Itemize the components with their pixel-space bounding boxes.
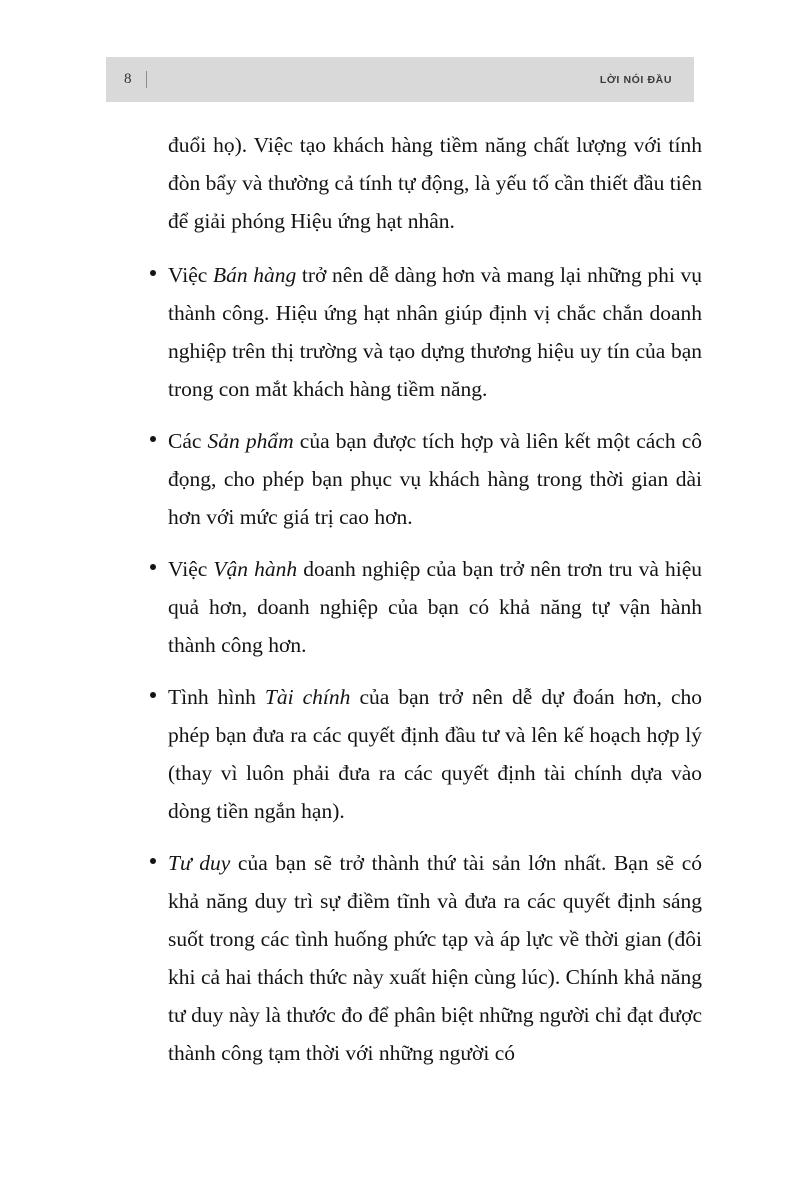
list-item-lead: Các <box>168 429 208 453</box>
list-item-rest: của bạn được tích hợp và liên kết một cách cô đọng, cho phép bạn phục vụ khách hàng trong thời gian dài hơn với mức giá trị cao hơn. <box>168 429 703 529</box>
list-item-text <box>168 550 702 664</box>
list-item-rest: doanh nghiệp của bạn trở nên trơn tru và hiệu quả hơn, doanh nghiệp của bạn có khả năng tự vận hành thành công hơn. <box>168 557 702 657</box>
list-item-lead: Việc <box>168 557 214 581</box>
intro-paragraph: đuổi họ). Việc tạo khách hàng tiềm năng chất lượng với tính đòn bẩy và thường cả tính tự động, là yếu tố cần thiết đầu tiên để giải phóng Hiệu ứng hạt nhân. <box>168 133 702 233</box>
list-item-text <box>168 844 702 1072</box>
list-item-text <box>168 256 702 408</box>
list-item-rest: của bạn trở nên dễ dự đoán hơn, cho phép bạn đưa ra các quyết định đầu tư và lên kế hoạch hợp lý (thay vì luôn phải đưa ra các quyết định tài chính dựa vào dòng tiền ngắn hạn). <box>168 685 702 823</box>
list-item-emphasis: Bán hàng <box>212 263 297 287</box>
list-item-emphasis: Vận hành <box>213 557 298 581</box>
running-title: LỜI NÓI ĐẦU <box>599 73 672 86</box>
page-content <box>106 126 702 1086</box>
page-header <box>106 57 694 102</box>
bullet-dot-icon <box>150 858 156 864</box>
list-item-emphasis: Sản phẩm <box>207 429 294 453</box>
list-item-lead: Việc <box>168 263 213 287</box>
page-number: 8 <box>124 71 132 87</box>
list-item-rest: trở nên dễ dàng hơn và mang lại những phi vụ thành công. Hiệu ứng hạt nhân giúp định vị chắc chắn doanh nghiệp trên thị trường và tạo dựng thương hiệu uy tín của bạn trong con mắt khách hàng tiềm năng. <box>168 263 702 401</box>
bullet-dot-icon <box>150 564 156 570</box>
bullet-dot-icon <box>150 692 156 698</box>
list-item <box>106 550 702 664</box>
list-item-rest: của bạn sẽ trở thành thứ tài sản lớn nhất. Bạn sẽ có khả năng duy trì sự điềm tĩnh và đưa ra các quyết định sáng suốt trong các tình huống phức tạp và áp lực về thời gian (đôi khi cả hai thách thức này xuất hiện cùng lúc). Chính khả năng tư duy này là thước đo để phân biệt những người chỉ đạt được thành công tạm thời với những người có <box>168 851 702 1065</box>
list-item <box>106 678 702 830</box>
bullet-dot-icon <box>150 436 156 442</box>
list-item <box>106 844 702 1072</box>
list-item-text <box>168 422 702 536</box>
list-item <box>106 422 702 536</box>
bullet-dot-icon <box>150 270 156 276</box>
header-divider <box>146 71 147 88</box>
list-item-lead: Tình hình <box>168 685 265 709</box>
list-item <box>106 256 702 408</box>
list-item-text <box>168 678 702 830</box>
list-item-emphasis: Tư duy <box>168 851 231 875</box>
list-item-emphasis: Tài chính <box>264 685 351 709</box>
